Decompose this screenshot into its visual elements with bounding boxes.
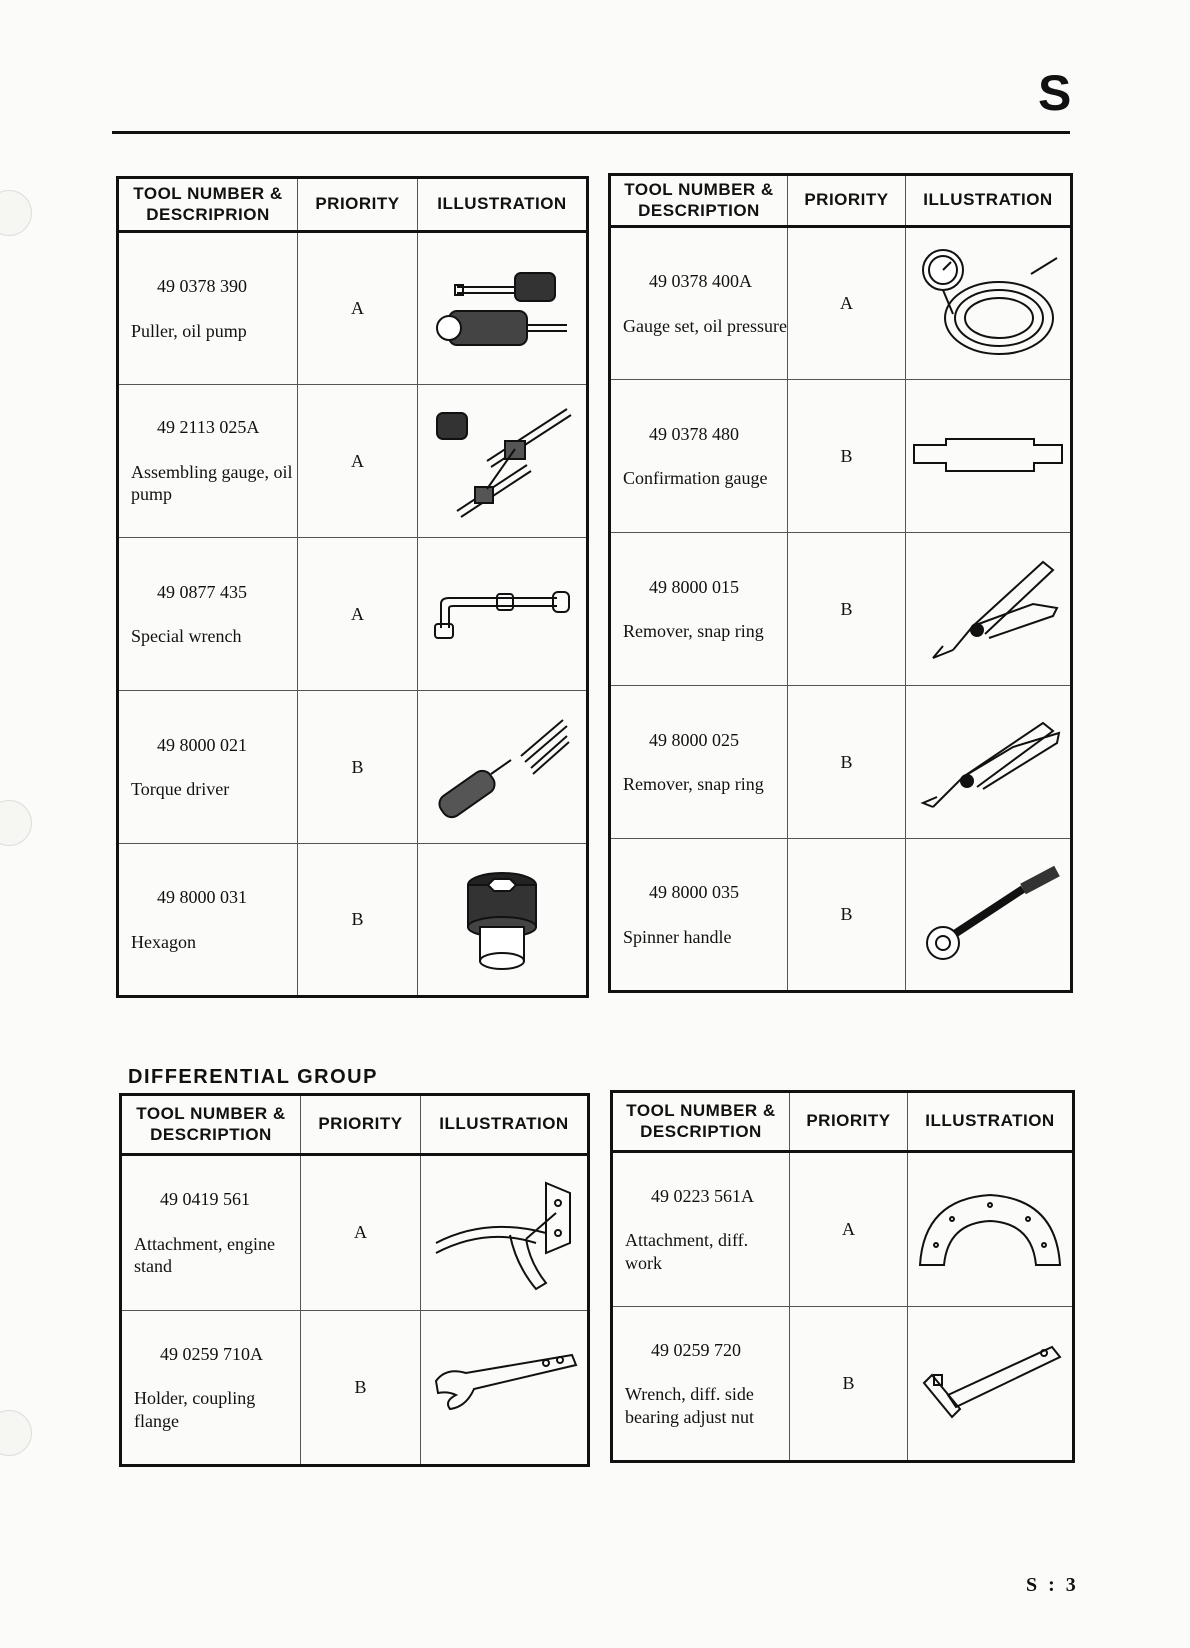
tool-name: Wrench, diff. side bearing adjust nut — [625, 1384, 754, 1427]
puller-icon — [427, 259, 577, 359]
description-cell — [612, 1307, 790, 1462]
flange-holder-icon — [426, 1347, 582, 1427]
header-illustration: ILLUSTRATION — [908, 1092, 1074, 1152]
tool-name: Hexagon — [131, 931, 196, 952]
priority-cell: A — [790, 1152, 908, 1307]
tool-number: 49 8000 015 — [649, 576, 739, 597]
header-rule — [112, 131, 1070, 134]
tool-name: Spinner handle — [623, 926, 732, 947]
table-header-row — [118, 178, 588, 232]
illustration-cell — [906, 380, 1072, 533]
tool-number: 49 0223 561A — [651, 1185, 754, 1206]
header-priority: PRIORITY — [301, 1095, 421, 1155]
priority-cell: B — [298, 691, 418, 844]
tool-name: Attachment, diff. work — [625, 1230, 749, 1273]
description-cell — [118, 538, 298, 691]
priority-cell: B — [788, 380, 906, 533]
header-description: TOOL NUMBER & DESCRIPTION — [612, 1092, 790, 1152]
tool-name: Assembling gauge, oil pump — [131, 461, 293, 505]
header-description: TOOL NUMBER & DESCRIPRION — [118, 178, 298, 232]
priority-cell: A — [298, 232, 418, 385]
spinner-handle-icon — [913, 865, 1063, 965]
engine-stand-attachment-icon — [426, 1173, 582, 1293]
tool-number: 49 0378 390 — [157, 276, 247, 296]
table-row — [610, 380, 1072, 533]
tools-table-top-left — [116, 176, 589, 998]
priority-cell: A — [301, 1155, 421, 1310]
tool-number: 49 8000 021 — [157, 734, 247, 755]
hexagon-socket-icon — [447, 865, 557, 975]
confirmation-gauge-icon — [910, 431, 1066, 481]
table-row — [118, 385, 588, 538]
table-row — [610, 533, 1072, 686]
description-cell — [118, 232, 298, 385]
table-row — [118, 691, 588, 844]
bearing-nut-wrench-icon — [912, 1339, 1068, 1429]
priority-cell: B — [298, 844, 418, 997]
tools-table-bottom-left — [119, 1093, 590, 1467]
description-cell — [610, 686, 788, 839]
special-wrench-icon — [427, 584, 577, 644]
tool-name: Holder, coupling flange — [134, 1388, 256, 1431]
table-header-row — [121, 1095, 589, 1155]
priority-cell: A — [788, 227, 906, 380]
tool-name: Puller, oil pump — [131, 320, 247, 341]
table-row — [118, 232, 588, 385]
header-priority: PRIORITY — [790, 1092, 908, 1152]
diff-attachment-icon — [912, 1185, 1068, 1275]
table-row — [118, 844, 588, 997]
illustration-cell — [906, 533, 1072, 686]
description-cell — [612, 1152, 790, 1307]
priority-cell: B — [301, 1310, 421, 1465]
table-header-row — [610, 175, 1072, 227]
tool-number: 49 0419 561 — [160, 1189, 250, 1210]
tool-number: 49 0877 435 — [157, 581, 247, 602]
description-cell — [118, 385, 298, 538]
snap-ring-plier-icon — [913, 554, 1063, 664]
illustration-cell — [421, 1310, 589, 1465]
tool-name: Torque driver — [131, 779, 230, 799]
tool-name: Gauge set, oil pressure — [623, 315, 787, 336]
punch-hole — [0, 190, 32, 236]
illustration-cell — [418, 844, 588, 997]
description-cell — [118, 844, 298, 997]
table-row — [612, 1152, 1074, 1307]
torque-driver-icon — [427, 712, 577, 822]
priority-cell: B — [788, 839, 906, 992]
tool-number: 49 0378 400A — [649, 271, 752, 291]
group-heading: DIFFERENTIAL GROUP — [128, 1066, 378, 1088]
snap-ring-plier-icon — [913, 707, 1063, 817]
description-cell — [610, 227, 788, 380]
description-cell — [610, 533, 788, 686]
description-cell — [610, 839, 788, 992]
table-row — [121, 1155, 589, 1310]
tool-number: 49 8000 025 — [649, 729, 739, 750]
header-priority: PRIORITY — [298, 178, 418, 232]
section-letter: S — [1038, 65, 1072, 121]
description-cell — [118, 691, 298, 844]
tools-table-bottom-right — [610, 1090, 1075, 1463]
tool-number: 49 8000 035 — [649, 882, 739, 902]
priority-cell: A — [298, 385, 418, 538]
priority-cell: B — [790, 1307, 908, 1462]
tool-number: 49 0259 710A — [160, 1343, 263, 1364]
illustration-cell — [418, 232, 588, 385]
header-illustration: ILLUSTRATION — [421, 1095, 589, 1155]
table-row — [610, 227, 1072, 380]
punch-hole — [0, 1410, 32, 1456]
priority-cell: B — [788, 686, 906, 839]
header-illustration: ILLUSTRATION — [418, 178, 588, 232]
illustration-cell — [418, 538, 588, 691]
description-cell — [121, 1310, 301, 1465]
assembling-gauge-icon — [427, 401, 577, 521]
header-illustration: ILLUSTRATION — [906, 175, 1072, 227]
illustration-cell — [908, 1152, 1074, 1307]
punch-hole — [0, 800, 32, 846]
page-number: S : 3 — [1026, 1574, 1079, 1596]
illustration-cell — [421, 1155, 589, 1310]
table-row — [610, 686, 1072, 839]
description-cell — [121, 1155, 301, 1310]
table-row — [118, 538, 588, 691]
illustration-cell — [908, 1307, 1074, 1462]
illustration-cell — [906, 686, 1072, 839]
tools-table-top-right — [608, 173, 1073, 993]
tool-name: Confirmation gauge — [623, 468, 768, 488]
description-cell — [610, 380, 788, 533]
tool-number: 49 0259 720 — [651, 1339, 741, 1360]
table-row — [121, 1310, 589, 1465]
table-header-row — [612, 1092, 1074, 1152]
table-row — [610, 839, 1072, 992]
tool-name: Special wrench — [131, 626, 242, 646]
illustration-cell — [906, 227, 1072, 380]
priority-cell: A — [298, 538, 418, 691]
pressure-gauge-icon — [913, 244, 1063, 364]
illustration-cell — [906, 839, 1072, 992]
tool-name: Attachment, engine stand — [134, 1233, 275, 1277]
header-description: TOOL NUMBER & DESCRIPTION — [610, 175, 788, 227]
priority-cell: B — [788, 533, 906, 686]
header-description: TOOL NUMBER & DESCRIPTION — [121, 1095, 301, 1155]
tool-name: Remover, snap ring — [623, 774, 764, 794]
illustration-cell — [418, 691, 588, 844]
tool-number: 49 8000 031 — [157, 887, 247, 907]
illustration-cell — [418, 385, 588, 538]
tool-name: Remover, snap ring — [623, 621, 764, 641]
tool-number: 49 0378 480 — [649, 423, 739, 444]
header-priority: PRIORITY — [788, 175, 906, 227]
table-row — [612, 1307, 1074, 1462]
tool-number: 49 2113 025A — [157, 417, 260, 438]
